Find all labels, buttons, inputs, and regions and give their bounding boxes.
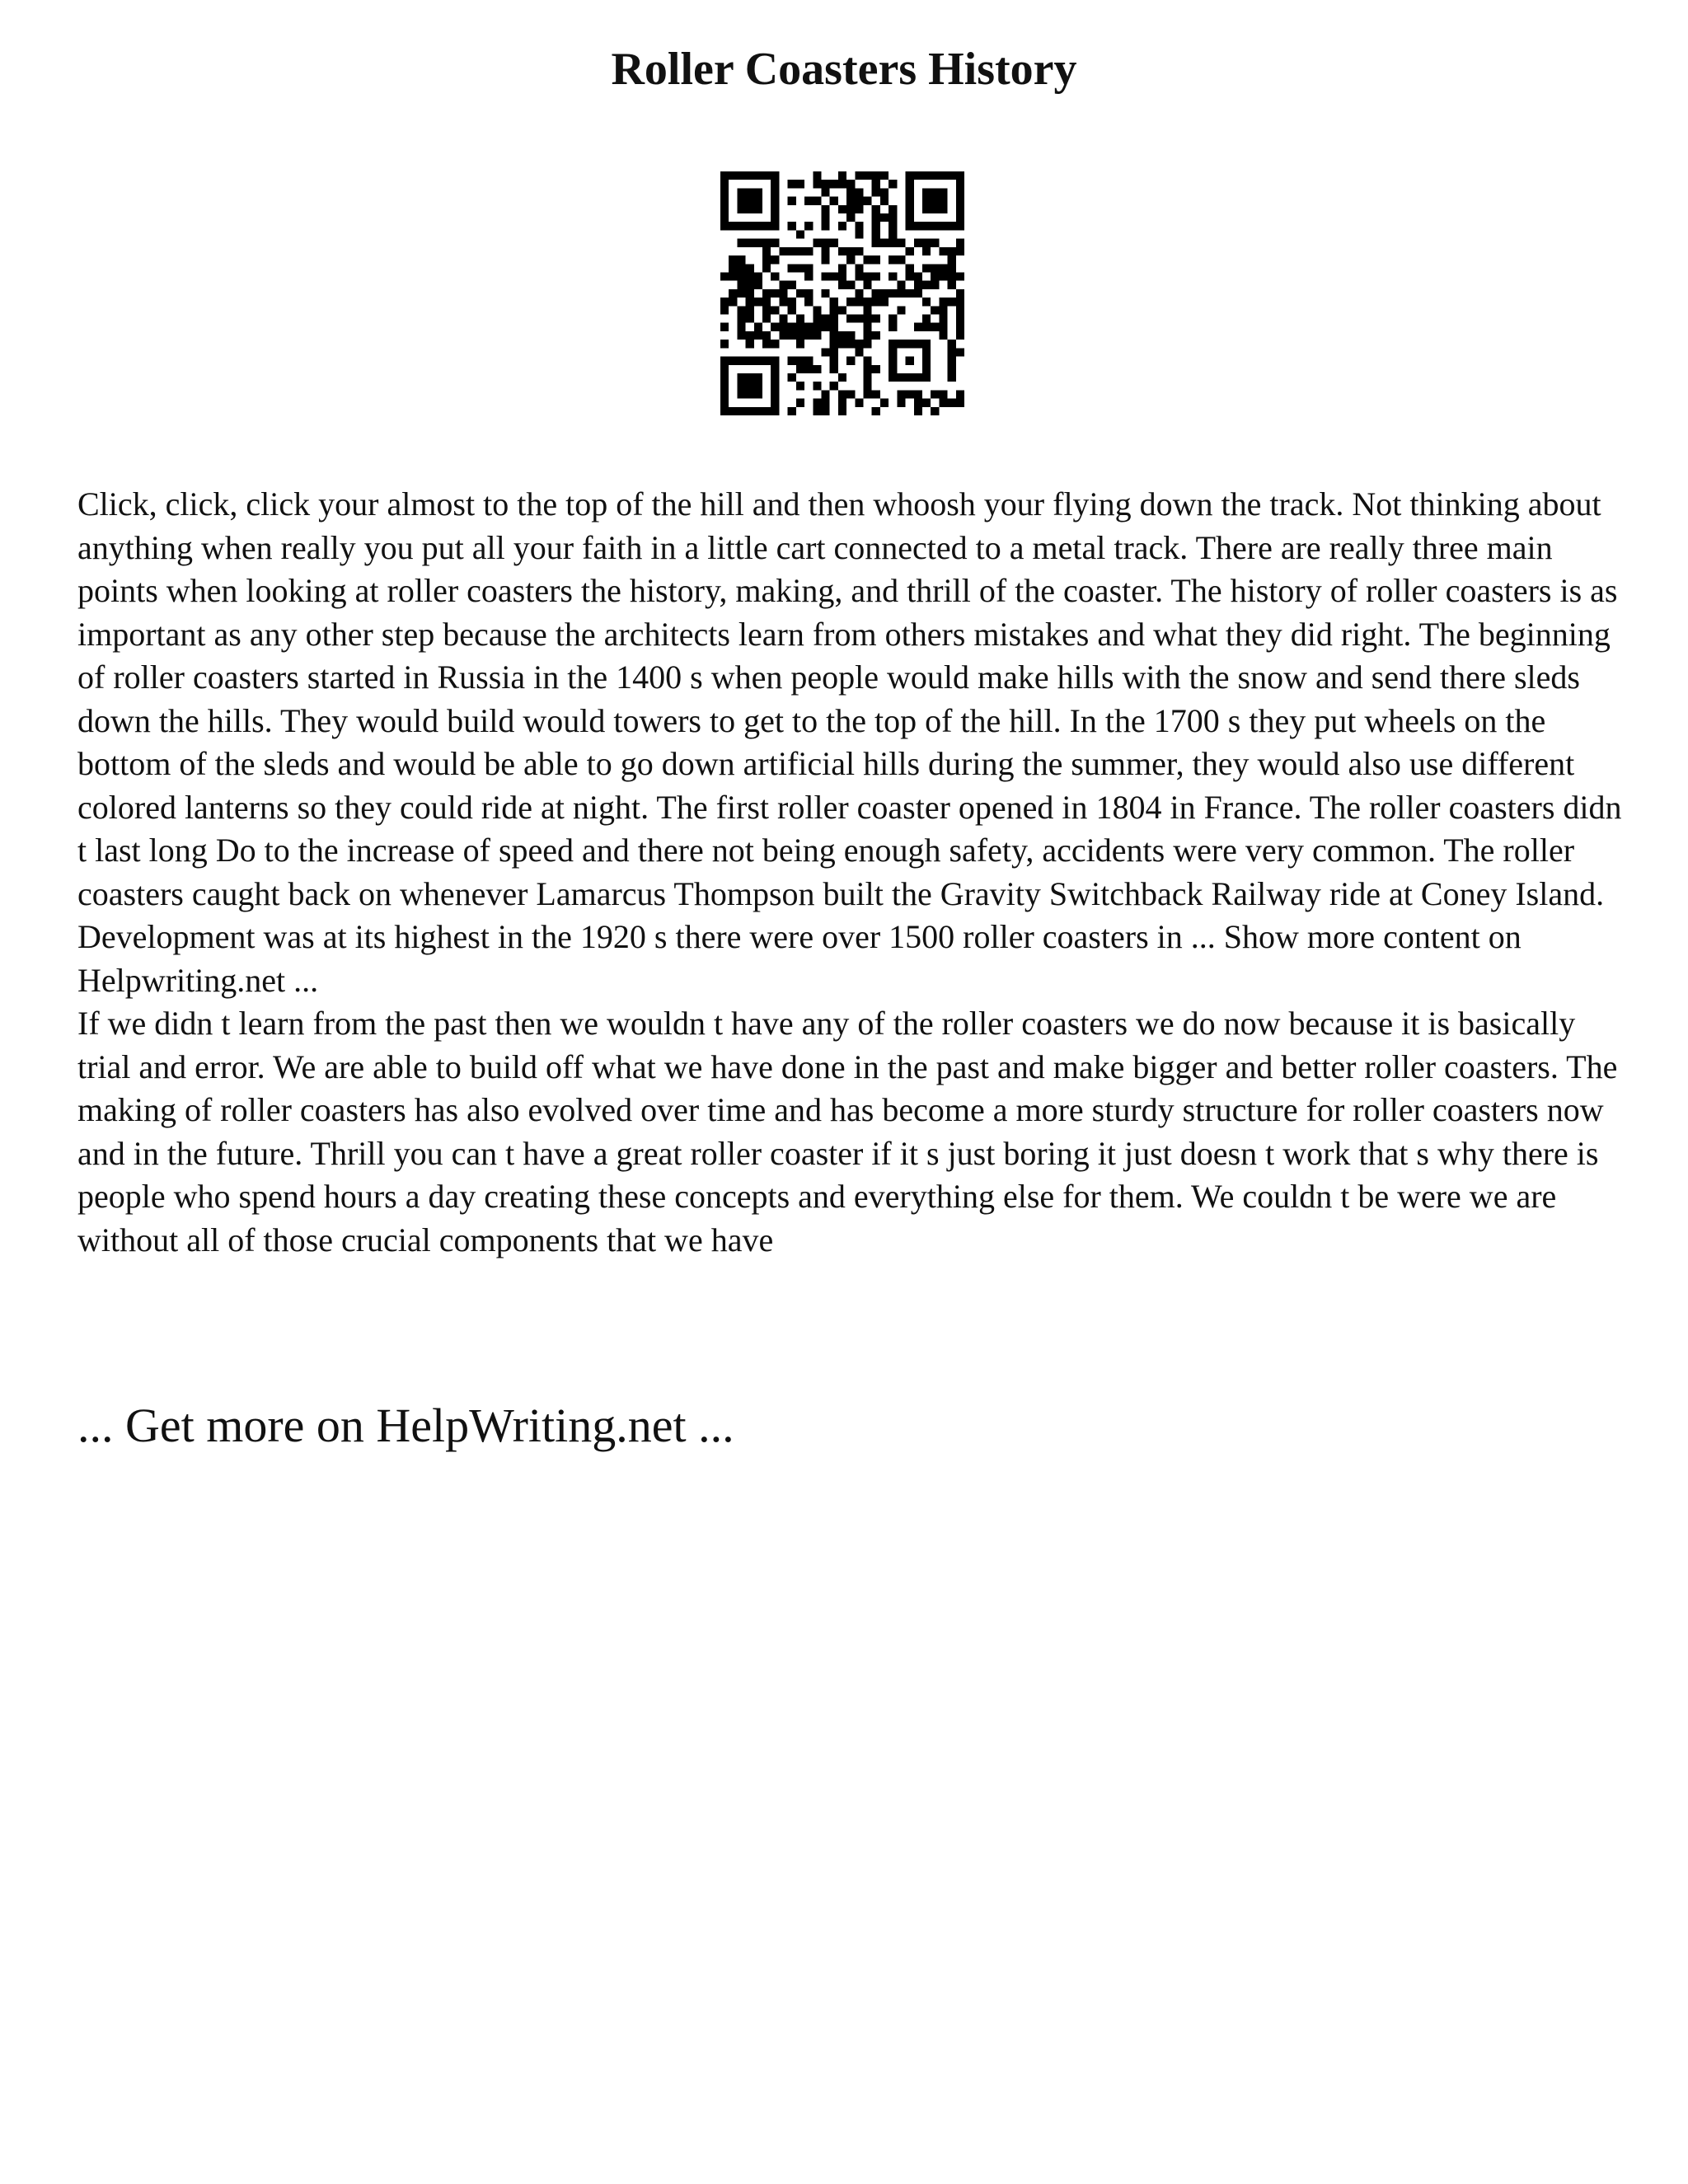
paragraph-2: If we didn t learn from the past then we wouldn t have any of the roller coasters we do now because it is basically trial and error. We are able to build off what we have done in the past and make bigger and better roller coasters. The making of roller coasters has also evolved over time and has become a more sturdy structure for roller coasters now and in the future. Thrill you can t have a great roller coaster if it s just boring it just doesn t work that s why there is people who spend hours a day creating these concepts and everything else for them. We couldn t be were we are without all of those crucial components that we have xyxy=(77,1005,1618,1258)
paragraph-1: Click, click, click your almost to the top of the hill and then whoosh your flying down the track. Not thinking about anything when really you put all your faith in a little cart connected to a metal track. There are really three main points when looking at roller coasters the history, making, and thrill of the coaster. The history of roller coasters is as important as any other step because the architects learn from others mistakes and what they did right. The beginning of roller coasters started in Russia in the 1400 s when people would make hills with the snow and send there sleds down the hills. They would build would towers to get to the top of the hill. In the 1700 s they put wheels on the bottom of the sleds and would be able to go down artificial hills during the summer, they would also use different colored lanterns so they could ride at night. The first roller coaster opened in 1804 in France. The roller coasters didn t last long Do to the increase of speed and there not being enough safety, accidents were very common. The roller coasters caught back on whenever Lamarcus Thompson built the Gravity Switchback Railway ride at Coney Island. Development was at its highest in the 1920 s there were over 1500 roller coasters in ... Show more content on Helpwriting.net ... xyxy=(77,485,1622,999)
article-body xyxy=(77,483,1627,1262)
get-more-link[interactable]: ... Get more on HelpWriting.net ... xyxy=(77,1399,734,1452)
qr-code-graphic xyxy=(720,171,964,415)
page-title: Roller Coasters History xyxy=(611,44,1077,95)
qr-code-icon xyxy=(720,171,964,415)
